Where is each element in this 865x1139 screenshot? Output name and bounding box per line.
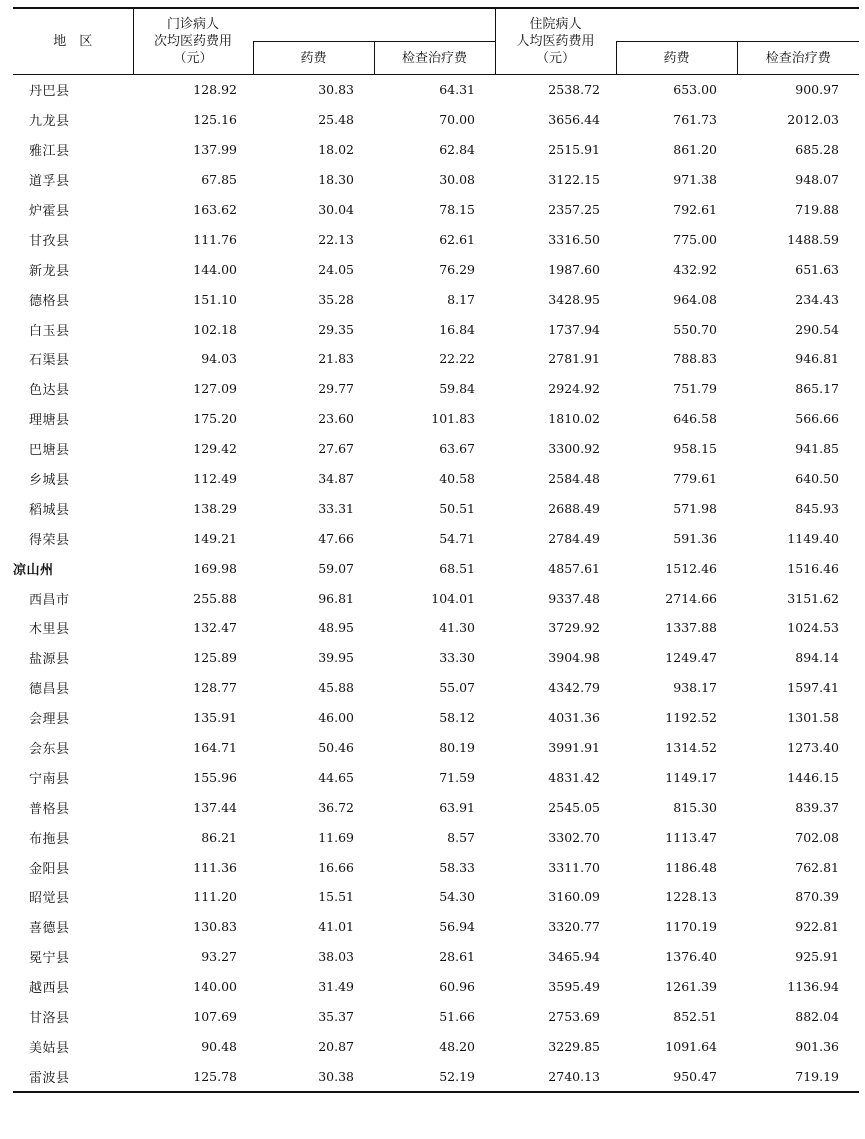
cell-in-drug: 775.00 [673, 231, 717, 247]
region-name: 九龙县 [29, 114, 70, 130]
table-row [13, 643, 859, 673]
cell-out-total: 90.48 [201, 1038, 237, 1054]
region-name: 石渠县 [29, 353, 70, 369]
cell-in-total: 3904.98 [548, 650, 600, 666]
cell-in-exam: 685.28 [795, 142, 839, 158]
cell-in-total: 3320.77 [548, 919, 600, 935]
table-row [13, 464, 859, 494]
cell-out-drug: 24.05 [318, 261, 354, 277]
cell-out-exam: 8.17 [447, 291, 475, 307]
cell-in-drug: 792.61 [673, 202, 717, 217]
cell-out-exam: 80.19 [439, 740, 475, 756]
cell-out-total: 135.91 [193, 710, 237, 726]
cell-out-exam: 59.84 [439, 381, 475, 397]
table-row [13, 942, 859, 972]
cell-out-drug: 23.60 [318, 411, 354, 427]
cell-in-drug: 852.51 [673, 1009, 717, 1025]
cell-out-exam: 60.96 [439, 979, 475, 995]
cell-out-drug: 33.31 [318, 500, 354, 516]
cell-in-exam: 566.66 [795, 411, 839, 427]
cell-out-drug: 27.67 [318, 441, 354, 457]
cell-out-exam: 64.31 [439, 82, 475, 98]
cell-in-drug: 788.83 [673, 351, 717, 367]
table-row [13, 583, 859, 613]
cell-out-total: 132.47 [193, 620, 237, 636]
cell-in-total: 2538.72 [548, 82, 600, 98]
header-outpatient-blank [253, 8, 495, 42]
cell-in-total: 3991.91 [548, 740, 600, 756]
cell-out-total: 94.03 [201, 351, 237, 367]
region-name: 得荣县 [29, 532, 70, 548]
cell-out-exam: 62.61 [439, 231, 475, 247]
cell-in-drug: 1186.48 [665, 859, 717, 875]
cell-in-drug: 761.73 [673, 112, 717, 128]
cell-out-total: 151.10 [193, 291, 237, 307]
table-row [13, 762, 859, 792]
cell-in-drug: 1261.39 [665, 979, 717, 995]
region-name: 冕宁县 [29, 951, 70, 967]
header-inpatient-line-2: 人均医药费用 [516, 34, 595, 49]
header-inpatient-blank [616, 8, 859, 42]
table-row [13, 135, 859, 165]
cell-in-total: 2584.48 [548, 471, 600, 487]
cell-out-exam: 54.30 [439, 889, 475, 905]
table-row [13, 314, 859, 344]
cell-out-total: 130.83 [193, 919, 237, 935]
cell-in-total: 1810.02 [548, 411, 600, 427]
cell-in-total: 3656.44 [548, 112, 600, 128]
cell-out-exam: 54.71 [439, 530, 475, 546]
cell-out-exam: 70.00 [439, 112, 475, 128]
header-region: 地 区 [13, 8, 133, 75]
cell-out-exam: 56.94 [439, 919, 475, 935]
cell-out-exam: 55.07 [439, 680, 475, 696]
cell-out-exam: 104.01 [431, 590, 475, 606]
cell-in-drug: 1228.13 [665, 889, 717, 905]
region-name: 宁南县 [29, 771, 70, 787]
cell-in-exam: 882.04 [795, 1009, 839, 1025]
table-row [13, 404, 859, 434]
header-inpatient-exam: 检查治疗费 [737, 42, 859, 75]
region-name: 道孚县 [29, 174, 70, 190]
cell-out-exam: 28.61 [439, 949, 475, 965]
cell-in-exam: 1446.15 [787, 769, 839, 785]
region-name: 白玉县 [29, 323, 70, 339]
cell-in-total: 1737.94 [548, 321, 600, 337]
cell-out-exam: 78.15 [439, 202, 475, 217]
cell-out-exam: 76.29 [439, 261, 475, 277]
cell-in-exam: 839.37 [795, 799, 839, 815]
cell-out-total: 125.78 [133, 1061, 253, 1092]
cell-out-drug: 30.04 [318, 202, 354, 217]
cell-out-total: 67.85 [201, 172, 237, 188]
cell-in-exam: 2012.03 [787, 112, 839, 128]
cell-out-total: 138.29 [193, 500, 237, 516]
cell-out-exam: 52.19 [374, 1061, 495, 1092]
header-outpatient-total [133, 8, 253, 75]
table-row [13, 912, 859, 942]
cell-in-exam: 719.88 [795, 202, 839, 217]
cell-out-exam: 48.20 [439, 1038, 475, 1054]
cell-in-drug: 432.92 [673, 261, 717, 277]
region-name: 会理县 [29, 712, 70, 728]
region-name: 丹巴县 [29, 84, 70, 100]
cell-out-drug: 31.49 [318, 979, 354, 995]
cell-in-drug: 1337.88 [665, 620, 717, 636]
table-row [13, 284, 859, 314]
cell-out-exam: 8.57 [447, 829, 475, 845]
cell-out-total: 125.16 [193, 112, 237, 128]
cell-out-total: 125.89 [193, 650, 237, 666]
cell-out-drug: 35.28 [318, 291, 354, 307]
cell-in-drug: 1249.47 [665, 650, 717, 666]
cell-in-drug: 591.36 [673, 530, 717, 546]
table-row [13, 254, 859, 284]
cell-out-total: 144.00 [193, 261, 237, 277]
cell-in-exam: 1149.40 [787, 530, 839, 546]
region-name: 巴塘县 [29, 443, 70, 459]
table-row [13, 613, 859, 643]
prefecture-row [13, 553, 859, 583]
table-row [13, 972, 859, 1002]
cell-out-total: 140.00 [193, 979, 237, 995]
cell-out-drug: 47.66 [318, 530, 354, 546]
cell-out-total: 111.20 [193, 889, 237, 905]
cell-in-exam: 290.54 [795, 321, 839, 337]
cell-out-total: 175.20 [193, 411, 237, 427]
cell-in-exam: 925.91 [795, 949, 839, 965]
table-row [13, 1061, 859, 1092]
region-name: 昭觉县 [29, 891, 70, 907]
cell-in-total: 2784.49 [548, 530, 600, 546]
cell-in-total: 3729.92 [548, 620, 600, 636]
cell-in-total: 3428.95 [548, 291, 600, 307]
cell-out-drug: 45.88 [318, 680, 354, 696]
cell-out-drug: 30.83 [318, 82, 354, 98]
table-row [13, 105, 859, 135]
cell-in-total: 2753.69 [548, 1009, 600, 1025]
cell-out-exam: 33.30 [439, 650, 475, 666]
cell-in-drug: 751.79 [673, 381, 717, 397]
cell-out-drug: 22.13 [318, 231, 354, 247]
table-row [13, 1002, 859, 1032]
cell-out-exam: 51.66 [439, 1009, 475, 1025]
cell-out-drug: 20.87 [318, 1038, 354, 1054]
cell-out-exam: 50.51 [439, 500, 475, 516]
table-row [13, 673, 859, 703]
cell-out-drug: 59.07 [318, 560, 354, 576]
cell-in-total: 1987.60 [548, 261, 600, 277]
cell-out-exam: 63.67 [439, 441, 475, 457]
cell-in-exam: 901.36 [795, 1038, 839, 1054]
cell-out-exam: 58.12 [439, 710, 475, 726]
header-inpatient-drug: 药费 [616, 42, 737, 75]
cell-in-drug: 1192.52 [665, 710, 717, 726]
cell-in-total: 3302.70 [548, 829, 600, 845]
cell-in-total: 2924.92 [548, 381, 600, 397]
cell-in-drug: 1091.64 [665, 1038, 717, 1054]
cell-in-exam: 640.50 [795, 471, 839, 487]
region-name: 甘孜县 [29, 233, 70, 249]
region-name: 甘洛县 [29, 1011, 70, 1027]
region-name: 新龙县 [29, 263, 70, 279]
cell-out-drug: 30.38 [253, 1061, 374, 1092]
cell-out-exam: 68.51 [439, 560, 475, 576]
table-body [13, 75, 859, 1093]
header-outpatient-exam: 检查治疗费 [374, 42, 495, 75]
region-name: 布拖县 [29, 831, 70, 847]
header-outpatient-drug: 药费 [253, 42, 374, 75]
cell-in-total: 3300.92 [548, 441, 600, 457]
cell-out-drug: 18.30 [318, 172, 354, 188]
cell-out-drug: 29.77 [318, 381, 354, 397]
cell-out-drug: 36.72 [318, 799, 354, 815]
cell-out-drug: 96.81 [318, 590, 354, 606]
cell-in-total: 2515.91 [548, 142, 600, 158]
cell-out-total: 155.96 [193, 769, 237, 785]
cell-in-total: 3122.15 [548, 172, 600, 188]
cell-in-exam: 234.43 [795, 291, 839, 307]
region-name: 雅江县 [29, 144, 70, 160]
region-name: 理塘县 [29, 413, 70, 429]
cell-in-exam: 1516.46 [787, 560, 839, 576]
region-name: 乡城县 [29, 473, 70, 489]
region-name: 雷波县 [13, 1061, 133, 1092]
cell-in-exam: 941.85 [795, 441, 839, 457]
cell-in-exam: 946.81 [795, 351, 839, 367]
header-inpatient-line-3: （元） [535, 51, 575, 66]
region-name: 越西县 [29, 981, 70, 997]
cell-out-total: 128.77 [193, 680, 237, 696]
region-name: 稻城县 [29, 502, 70, 518]
region-name: 凉山州 [13, 562, 54, 578]
region-name: 美姑县 [29, 1040, 70, 1056]
cell-out-drug: 16.66 [318, 859, 354, 875]
cell-in-drug: 1512.46 [665, 560, 717, 576]
cell-out-drug: 41.01 [318, 919, 354, 935]
header-outpatient-line-2: 次均医药费用 [153, 34, 232, 49]
cell-in-exam: 762.81 [795, 859, 839, 875]
cell-in-exam: 1136.94 [787, 979, 839, 995]
cell-out-drug: 35.37 [318, 1009, 354, 1025]
region-name: 会东县 [29, 742, 70, 758]
table-row [13, 852, 859, 882]
cell-in-exam: 948.07 [795, 172, 839, 188]
cell-in-drug: 938.17 [673, 680, 717, 696]
cell-in-exam: 1024.53 [787, 620, 839, 636]
header-outpatient-line-3: （元） [173, 51, 213, 66]
cell-in-exam: 1273.40 [787, 740, 839, 756]
cell-out-exam: 63.91 [439, 799, 475, 815]
region-name: 炉霍县 [29, 204, 70, 219]
region-name: 德昌县 [29, 682, 70, 698]
cell-in-drug: 653.00 [673, 82, 717, 98]
cell-in-total: 2740.13 [495, 1061, 616, 1092]
cell-out-exam: 71.59 [439, 769, 475, 785]
cell-in-exam: 651.63 [795, 261, 839, 277]
header-inpatient-total [495, 8, 616, 75]
cell-in-exam: 719.19 [737, 1061, 859, 1092]
cell-out-drug: 44.65 [318, 769, 354, 785]
cell-out-drug: 46.00 [318, 710, 354, 726]
table-row [13, 703, 859, 733]
cell-in-drug: 971.38 [673, 172, 717, 188]
cell-in-exam: 3151.62 [787, 590, 839, 606]
cell-out-total: 129.42 [193, 441, 237, 457]
header-inpatient-line-1: 住院病人 [529, 17, 582, 32]
cell-in-drug: 1113.47 [665, 829, 717, 845]
cell-in-total: 4857.61 [548, 560, 600, 576]
cell-in-drug: 2714.66 [665, 590, 717, 606]
table-row [13, 344, 859, 374]
cell-in-drug: 1314.52 [665, 740, 717, 756]
cell-in-total: 4831.42 [548, 769, 600, 785]
cell-in-drug: 950.47 [616, 1061, 737, 1092]
table-row [13, 792, 859, 822]
cell-out-total: 127.09 [193, 381, 237, 397]
cell-in-total: 2781.91 [548, 351, 600, 367]
cell-out-total: 255.88 [193, 590, 237, 606]
table-row [13, 434, 859, 464]
region-name: 木里县 [29, 622, 70, 638]
cell-out-total: 111.76 [193, 231, 237, 247]
cell-in-total: 3160.09 [548, 889, 600, 905]
cell-out-total: 169.98 [193, 560, 237, 576]
cell-in-total: 3465.94 [548, 949, 600, 965]
region-name: 德格县 [29, 293, 70, 309]
cell-out-drug: 50.46 [318, 740, 354, 756]
cell-in-drug: 779.61 [673, 471, 717, 487]
cell-in-total: 3311.70 [548, 859, 600, 875]
region-name: 西昌市 [29, 592, 70, 608]
cell-out-total: 164.71 [193, 740, 237, 756]
cell-out-exam: 101.83 [431, 411, 475, 427]
cell-out-total: 93.27 [201, 949, 237, 965]
table-row [13, 195, 859, 225]
cell-out-exam: 22.22 [439, 351, 475, 367]
table-row [13, 882, 859, 912]
cell-out-total: 112.49 [193, 471, 237, 487]
cell-in-total: 3316.50 [548, 231, 600, 247]
cell-out-total: 107.69 [193, 1009, 237, 1025]
cell-out-exam: 41.30 [439, 620, 475, 636]
cell-out-drug: 34.87 [318, 471, 354, 487]
table-row [13, 493, 859, 523]
cell-in-exam: 865.17 [795, 381, 839, 397]
cell-out-drug: 48.95 [318, 620, 354, 636]
cell-in-total: 2357.25 [548, 202, 600, 217]
table-row [13, 374, 859, 404]
cell-in-drug: 964.08 [673, 291, 717, 307]
region-name: 普格县 [29, 801, 70, 817]
cell-in-exam: 870.39 [795, 889, 839, 905]
cell-out-total: 111.36 [193, 859, 237, 875]
cell-in-exam: 1488.59 [787, 231, 839, 247]
cell-out-drug: 25.48 [318, 112, 354, 128]
cell-in-total: 3229.85 [548, 1038, 600, 1054]
table-row [13, 75, 859, 105]
cell-in-drug: 571.98 [673, 500, 717, 516]
table-row [13, 1032, 859, 1062]
cell-out-drug: 39.95 [318, 650, 354, 666]
cell-out-drug: 18.02 [318, 142, 354, 158]
medical-cost-table [13, 7, 859, 1093]
cell-in-drug: 646.58 [673, 411, 717, 427]
cell-in-total: 2688.49 [548, 500, 600, 516]
cell-out-drug: 11.69 [318, 829, 354, 845]
cell-out-drug: 21.83 [318, 351, 354, 367]
cell-out-drug: 15.51 [318, 889, 354, 905]
cell-out-total: 102.18 [193, 321, 237, 337]
cell-out-drug: 29.35 [318, 321, 354, 337]
header-outpatient-line-1: 门诊病人 [166, 17, 219, 32]
cell-in-drug: 815.30 [673, 799, 717, 815]
cell-in-drug: 958.15 [673, 441, 717, 457]
cell-in-total: 4031.36 [548, 710, 600, 726]
region-name: 喜德县 [29, 921, 70, 937]
cell-in-exam: 702.08 [795, 829, 839, 845]
cell-in-exam: 900.97 [795, 82, 839, 98]
cell-out-exam: 62.84 [439, 142, 475, 158]
region-name: 盐源县 [29, 652, 70, 668]
cell-out-total: 137.44 [193, 799, 237, 815]
cell-out-exam: 16.84 [439, 321, 475, 337]
cell-out-drug: 38.03 [318, 949, 354, 965]
cell-out-total: 86.21 [201, 829, 237, 845]
table-row [13, 224, 859, 254]
region-name: 金阳县 [29, 861, 70, 877]
cell-in-exam: 1597.41 [787, 680, 839, 696]
cell-in-exam: 1301.58 [787, 710, 839, 726]
cell-out-total: 128.92 [193, 82, 237, 98]
region-name: 色达县 [29, 383, 70, 399]
cell-in-total: 9337.48 [548, 590, 600, 606]
cell-out-exam: 40.58 [439, 471, 475, 487]
cell-in-total: 3595.49 [548, 979, 600, 995]
cell-out-total: 163.62 [193, 202, 237, 217]
table-row [13, 822, 859, 852]
table-row [13, 523, 859, 553]
cell-in-total: 4342.79 [548, 680, 600, 696]
cell-out-total: 137.99 [193, 142, 237, 158]
cell-in-drug: 550.70 [673, 321, 717, 337]
cell-in-exam: 845.93 [795, 500, 839, 516]
cell-in-drug: 861.20 [673, 142, 717, 158]
table-row [13, 165, 859, 195]
cell-in-total: 2545.05 [548, 799, 600, 815]
table-row [13, 733, 859, 763]
cell-out-exam: 30.08 [439, 172, 475, 188]
cell-in-exam: 894.14 [795, 650, 839, 666]
cell-in-drug: 1376.40 [665, 949, 717, 965]
cell-in-drug: 1149.17 [665, 769, 717, 785]
cell-out-exam: 58.33 [439, 859, 475, 875]
cell-in-exam: 922.81 [795, 919, 839, 935]
cell-in-drug: 1170.19 [665, 919, 717, 935]
cell-out-total: 149.21 [193, 530, 237, 546]
